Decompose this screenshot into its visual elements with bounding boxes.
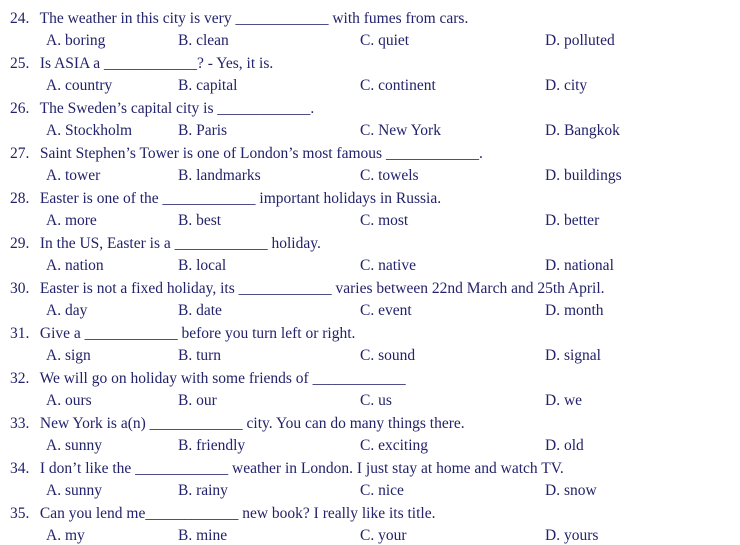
question-number: 26. [10,100,30,117]
answer-option-c: C. most [360,212,409,229]
answer-option-c: C. towels [360,167,419,184]
question-stem [10,188,730,210]
answer-option-a: A. tower [46,167,101,184]
question-31 [10,323,730,367]
question-number: 35. [10,505,30,522]
question-stem [10,98,730,120]
question-27 [10,143,730,187]
question-list [10,8,730,545]
question-number: 27. [10,145,30,162]
answer-options [10,435,730,457]
answer-option-b: B. date [178,302,222,319]
answer-option-b: B. best [178,212,222,229]
answer-option-d: D. better [545,212,600,229]
question-number: 34. [10,460,30,477]
answer-options [10,210,730,232]
answer-option-c: C. native [360,257,416,274]
question-stem-text: I don’t like the ____________ weather in London. I just stay at home and watch TV. [36,460,564,477]
answer-option-a: A. my [46,527,85,544]
answer-option-a: A. country [46,77,113,94]
answer-option-b: B. landmarks [178,167,261,184]
question-stem-text: Saint Stephen’s Tower is one of London’s most famous ____________. [36,145,483,162]
question-number: 31. [10,325,30,342]
answer-options [10,390,730,412]
answer-option-c: C. continent [360,77,436,94]
answer-option-c: C. us [360,392,392,409]
answer-option-b: B. capital [178,77,238,94]
answer-option-d: D. we [545,392,583,409]
answer-option-a: A. nation [46,257,104,274]
answer-option-b: B. friendly [178,437,246,454]
answer-option-b: B. Paris [178,122,228,139]
question-number: 32. [10,370,30,387]
answer-option-d: D. city [545,77,588,94]
answer-option-a: A. more [46,212,97,229]
answer-option-b: B. our [178,392,217,409]
answer-options [10,75,730,97]
answer-option-a: A. sunny [46,482,102,499]
answer-option-c: C. sound [360,347,416,364]
question-stem-text: Is ASIA a ____________? - Yes, it is. [36,55,274,72]
question-stem-text: Easter is one of the ____________ important holidays in Russia. [36,190,442,207]
question-stem-text: The weather in this city is very ____________ with fumes from cars. [36,10,469,27]
answer-option-a: A. ours [46,392,92,409]
answer-option-a: A. Stockholm [46,122,133,139]
answer-option-b: B. local [178,257,227,274]
question-number: 28. [10,190,30,207]
answer-option-b: B. rainy [178,482,228,499]
question-number: 29. [10,235,30,252]
question-24 [10,8,730,52]
question-26 [10,98,730,142]
question-stem [10,143,730,165]
question-stem [10,278,730,300]
answer-option-a: A. boring [46,32,106,49]
question-stem [10,8,730,30]
answer-option-d: D. Bangkok [545,122,620,139]
question-stem-text: In the US, Easter is a ____________ holiday. [36,235,321,252]
answer-options [10,30,730,52]
question-33 [10,413,730,457]
answer-option-c: C. New York [360,122,441,139]
question-34 [10,458,730,502]
answer-options [10,345,730,367]
answer-option-d: D. polluted [545,32,615,49]
answer-option-a: A. sign [46,347,91,364]
answer-option-c: C. event [360,302,412,319]
answer-option-a: A. sunny [46,437,102,454]
question-number: 33. [10,415,30,432]
answer-options [10,300,730,322]
answer-option-b: B. mine [178,527,228,544]
question-stem-text: The Sweden’s capital city is ____________. [36,100,315,117]
question-number: 24. [10,10,30,27]
question-stem [10,323,730,345]
question-stem-text: Give a ____________ before you turn left or right. [36,325,356,342]
answer-option-b: B. turn [178,347,222,364]
answer-option-d: D. signal [545,347,601,364]
question-stem [10,368,730,390]
question-28 [10,188,730,232]
question-25 [10,53,730,97]
question-30 [10,278,730,322]
answer-option-c: C. nice [360,482,404,499]
question-stem [10,413,730,435]
question-stem-text: New York is a(n) ____________ city. You can do many things there. [36,415,465,432]
answer-options [10,480,730,502]
question-stem-text: Can you lend me____________ new book? I really like its title. [36,505,436,522]
answer-option-d: D. old [545,437,584,454]
answer-option-d: D. month [545,302,604,319]
question-stem-text: We will go on holiday with some friends of ____________ [36,370,406,387]
answer-options [10,525,730,545]
question-stem [10,233,730,255]
answer-option-d: D. national [545,257,614,274]
question-35 [10,503,730,545]
question-29 [10,233,730,277]
answer-option-d: D. snow [545,482,597,499]
question-number: 25. [10,55,30,72]
question-stem [10,458,730,480]
answer-option-c: C. quiet [360,32,410,49]
question-number: 30. [10,280,30,297]
question-stem-text: Easter is not a fixed holiday, its ____________ varies between 22nd March and 25th April. [36,280,605,297]
question-32 [10,368,730,412]
answer-option-c: C. exciting [360,437,429,454]
answer-option-d: D. buildings [545,167,622,184]
answer-option-a: A. day [46,302,88,319]
answer-option-b: B. clean [178,32,229,49]
question-stem [10,503,730,525]
question-stem [10,53,730,75]
answer-option-d: D. yours [545,527,599,544]
answer-options [10,165,730,187]
answer-options [10,255,730,277]
answer-option-c: C. your [360,527,407,544]
answer-options [10,120,730,142]
